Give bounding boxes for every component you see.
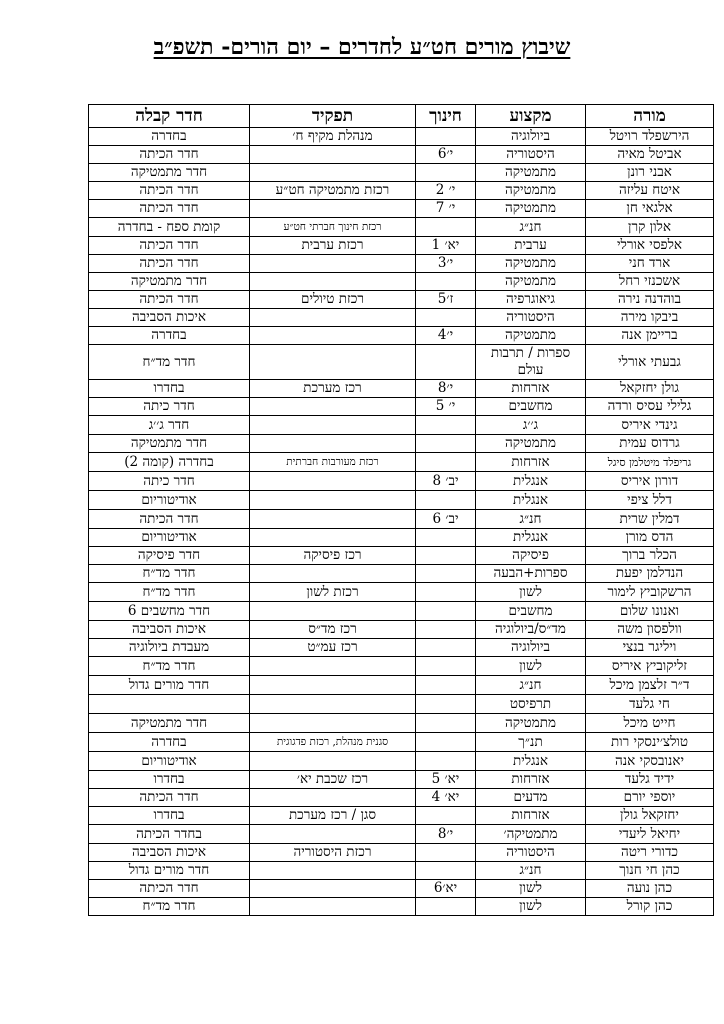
cell-subject: אנגלית bbox=[476, 491, 586, 510]
cell-role bbox=[250, 602, 416, 621]
table-row bbox=[89, 602, 714, 621]
cell-teacher: בריימן אנה bbox=[586, 327, 714, 345]
table-row bbox=[89, 733, 714, 752]
table-row bbox=[89, 380, 714, 398]
cell-role bbox=[250, 327, 416, 345]
cell-teacher: כהן חי חנוך bbox=[586, 862, 714, 880]
cell-hinuch: י׳ 7 bbox=[416, 200, 476, 218]
table-row bbox=[89, 583, 714, 602]
cell-teacher: ידיד גלעד bbox=[586, 771, 714, 789]
cell-room: אודיטוריום bbox=[89, 491, 250, 510]
cell-room: בחדרו bbox=[89, 380, 250, 398]
cell-subject: חנ״ג bbox=[476, 510, 586, 529]
cell-teacher: כדורי ריטה bbox=[586, 844, 714, 862]
cell-hinuch bbox=[416, 547, 476, 565]
header-row bbox=[89, 105, 714, 128]
cell-room bbox=[89, 695, 250, 714]
cell-subject: מתמטיקה bbox=[476, 200, 586, 218]
table-row bbox=[89, 309, 714, 327]
table-row bbox=[89, 714, 714, 733]
cell-hinuch: יא׳ 5 bbox=[416, 771, 476, 789]
cell-teacher: הנדלמן יפעת bbox=[586, 565, 714, 583]
cell-hinuch bbox=[416, 844, 476, 862]
cell-subject: מתמטיקה bbox=[476, 435, 586, 453]
cell-teacher: דורון איריס bbox=[586, 472, 714, 491]
cell-room: חדר מתמטיקה bbox=[89, 714, 250, 733]
table-row bbox=[89, 844, 714, 862]
schedule-table bbox=[88, 104, 714, 916]
cell-subject: אנגלית bbox=[476, 472, 586, 491]
cell-hinuch: יא׳6 bbox=[416, 880, 476, 898]
header-hinuch: חינוך bbox=[416, 105, 476, 128]
table-row bbox=[89, 657, 714, 676]
cell-role: סגנית מנהלת, רכזת פדגוגית bbox=[250, 733, 416, 752]
cell-room: חדר הכיתה bbox=[89, 146, 250, 164]
cell-role bbox=[250, 273, 416, 291]
cell-subject: אזרחות bbox=[476, 807, 586, 825]
cell-subject: פיסיקה bbox=[476, 547, 586, 565]
table-row bbox=[89, 453, 714, 472]
cell-teacher: הרשקוביץ לימור bbox=[586, 583, 714, 602]
cell-subject: אנגלית bbox=[476, 752, 586, 771]
cell-hinuch bbox=[416, 583, 476, 602]
table-row bbox=[89, 752, 714, 771]
cell-subject: מתמטיקה bbox=[476, 182, 586, 200]
cell-subject: חנ״ג bbox=[476, 676, 586, 695]
table-row bbox=[89, 565, 714, 583]
cell-subject: מתמטיקה bbox=[476, 164, 586, 182]
cell-role bbox=[250, 862, 416, 880]
cell-teacher: ויליגר בנצי bbox=[586, 639, 714, 657]
cell-room: בחדרה bbox=[89, 327, 250, 345]
cell-role bbox=[250, 491, 416, 510]
cell-room: חדר ג׳׳ג bbox=[89, 416, 250, 435]
cell-hinuch bbox=[416, 695, 476, 714]
cell-subject: חנ״ג bbox=[476, 218, 586, 237]
table-row bbox=[89, 789, 714, 807]
cell-room: חדר מד״ח bbox=[89, 583, 250, 602]
cell-subject: לשון bbox=[476, 583, 586, 602]
cell-hinuch: י׳4 bbox=[416, 327, 476, 345]
cell-teacher: יאנובסקי אנה bbox=[586, 752, 714, 771]
cell-role: סגן / רכז מערכת bbox=[250, 807, 416, 825]
table-row bbox=[89, 639, 714, 657]
cell-role bbox=[250, 164, 416, 182]
cell-subject: היסטוריה bbox=[476, 146, 586, 164]
table-row bbox=[89, 255, 714, 273]
table-row bbox=[89, 510, 714, 529]
table-row bbox=[89, 547, 714, 565]
cell-teacher: כהן נועה bbox=[586, 880, 714, 898]
cell-room: אודיטוריום bbox=[89, 529, 250, 547]
cell-subject: גיאוגרפיה bbox=[476, 291, 586, 309]
cell-subject: ערבית bbox=[476, 237, 586, 255]
cell-teacher: הדס מורן bbox=[586, 529, 714, 547]
cell-hinuch bbox=[416, 218, 476, 237]
table-row bbox=[89, 898, 714, 916]
cell-teacher: גרדוס עמית bbox=[586, 435, 714, 453]
cell-room: חדר כיתה bbox=[89, 472, 250, 491]
cell-hinuch bbox=[416, 164, 476, 182]
cell-role: מנהלת מקיף ח׳ bbox=[250, 128, 416, 146]
cell-room: חדר הכיתה bbox=[89, 255, 250, 273]
cell-teacher: גריפלד מיטלמן סיגל bbox=[586, 453, 714, 472]
cell-role bbox=[250, 435, 416, 453]
cell-hinuch bbox=[416, 345, 476, 380]
cell-subject: מדעים bbox=[476, 789, 586, 807]
cell-role bbox=[250, 345, 416, 380]
cell-room: חדר הכיתה bbox=[89, 291, 250, 309]
cell-teacher: ביבקו מירה bbox=[586, 309, 714, 327]
cell-teacher: חייט מיכל bbox=[586, 714, 714, 733]
cell-subject: מתמטיקה׳ bbox=[476, 825, 586, 844]
header-role: תפקיד bbox=[250, 105, 416, 128]
cell-subject: לשון bbox=[476, 657, 586, 676]
cell-role bbox=[250, 472, 416, 491]
cell-role bbox=[250, 789, 416, 807]
cell-hinuch bbox=[416, 752, 476, 771]
cell-hinuch bbox=[416, 807, 476, 825]
table-row bbox=[89, 128, 714, 146]
cell-hinuch bbox=[416, 733, 476, 752]
cell-hinuch bbox=[416, 273, 476, 291]
cell-role bbox=[250, 676, 416, 695]
cell-teacher: אביטל מאיה bbox=[586, 146, 714, 164]
cell-role: רכזת מתמטיקה חט״ע bbox=[250, 182, 416, 200]
cell-role: רכזת ערבית bbox=[250, 237, 416, 255]
table-row bbox=[89, 621, 714, 639]
cell-subject: לשון bbox=[476, 898, 586, 916]
cell-teacher: וולפסון משה bbox=[586, 621, 714, 639]
table-row bbox=[89, 291, 714, 309]
cell-hinuch: יא׳ 1 bbox=[416, 237, 476, 255]
cell-role: רכז מד״ס bbox=[250, 621, 416, 639]
cell-room: חדר מד״ח bbox=[89, 345, 250, 380]
cell-room: איכות הסביבה bbox=[89, 309, 250, 327]
cell-teacher: יחיאל ליעדי bbox=[586, 825, 714, 844]
cell-hinuch bbox=[416, 435, 476, 453]
cell-room: חדר כיתה bbox=[89, 398, 250, 416]
cell-hinuch: יב׳ 6 bbox=[416, 510, 476, 529]
page-title: שיבוץ מורים חט״ע לחדרים – יום הורים- תשפ״ב bbox=[153, 34, 571, 60]
cell-hinuch bbox=[416, 309, 476, 327]
cell-role: רכזת לשון bbox=[250, 583, 416, 602]
cell-hinuch bbox=[416, 491, 476, 510]
cell-room: חדר מד״ח bbox=[89, 565, 250, 583]
cell-role bbox=[250, 529, 416, 547]
table-row bbox=[89, 825, 714, 844]
cell-role bbox=[250, 200, 416, 218]
cell-teacher: יוספי יורם bbox=[586, 789, 714, 807]
header-teacher: מורה bbox=[586, 105, 714, 128]
cell-hinuch bbox=[416, 862, 476, 880]
cell-role bbox=[250, 398, 416, 416]
cell-subject: מתמטיקה bbox=[476, 255, 586, 273]
table-row bbox=[89, 862, 714, 880]
cell-teacher: אלון קרן bbox=[586, 218, 714, 237]
cell-hinuch: י׳6 bbox=[416, 146, 476, 164]
table-row bbox=[89, 491, 714, 510]
cell-hinuch: י׳8 bbox=[416, 825, 476, 844]
cell-hinuch bbox=[416, 602, 476, 621]
cell-teacher: דלל ציפי bbox=[586, 491, 714, 510]
cell-teacher: הכלר ברוך bbox=[586, 547, 714, 565]
table-row bbox=[89, 416, 714, 435]
cell-teacher: בוהדנה נירה bbox=[586, 291, 714, 309]
cell-teacher: אבני רונן bbox=[586, 164, 714, 182]
cell-role bbox=[250, 309, 416, 327]
cell-subject: אנגלית bbox=[476, 529, 586, 547]
table-row bbox=[89, 164, 714, 182]
cell-hinuch: יב׳ 8 bbox=[416, 472, 476, 491]
table-row bbox=[89, 435, 714, 453]
cell-role bbox=[250, 825, 416, 844]
table-row bbox=[89, 146, 714, 164]
table-row bbox=[89, 676, 714, 695]
cell-subject: תרפיסט bbox=[476, 695, 586, 714]
table-row bbox=[89, 218, 714, 237]
cell-teacher: זליקוביץ איריס bbox=[586, 657, 714, 676]
cell-room: חדר הכיתה bbox=[89, 880, 250, 898]
cell-room: איכות הסביבה bbox=[89, 621, 250, 639]
table-row bbox=[89, 200, 714, 218]
cell-hinuch: י׳3 bbox=[416, 255, 476, 273]
cell-room: חדר מחשבים 6 bbox=[89, 602, 250, 621]
cell-room: בחדרו bbox=[89, 771, 250, 789]
cell-role bbox=[250, 416, 416, 435]
cell-hinuch bbox=[416, 714, 476, 733]
cell-hinuch bbox=[416, 898, 476, 916]
cell-hinuch bbox=[416, 529, 476, 547]
cell-subject: תנ״ך bbox=[476, 733, 586, 752]
cell-subject: היסטוריה bbox=[476, 309, 586, 327]
cell-hinuch: ז׳5 bbox=[416, 291, 476, 309]
cell-role bbox=[250, 898, 416, 916]
cell-role bbox=[250, 255, 416, 273]
cell-hinuch: י׳8 bbox=[416, 380, 476, 398]
cell-teacher: יחזקאל גולן bbox=[586, 807, 714, 825]
cell-subject: לשון bbox=[476, 880, 586, 898]
cell-subject: ספרות+הבעה bbox=[476, 565, 586, 583]
cell-teacher: חי גלעד bbox=[586, 695, 714, 714]
cell-room: חדר הכיתה bbox=[89, 200, 250, 218]
cell-room: בחדרה bbox=[89, 128, 250, 146]
cell-role bbox=[250, 880, 416, 898]
cell-hinuch bbox=[416, 676, 476, 695]
cell-role bbox=[250, 714, 416, 733]
cell-teacher: איטח עליזה bbox=[586, 182, 714, 200]
cell-subject: מתמטיקה bbox=[476, 714, 586, 733]
cell-subject: מתמטיקה bbox=[476, 327, 586, 345]
cell-teacher: דמלין שרית bbox=[586, 510, 714, 529]
cell-room: חדר מתמטיקה bbox=[89, 273, 250, 291]
cell-room: חדר מתמטיקה bbox=[89, 435, 250, 453]
table-row bbox=[89, 273, 714, 291]
cell-role bbox=[250, 695, 416, 714]
cell-teacher: הירשפלד רויטל bbox=[586, 128, 714, 146]
cell-teacher: אשכנזי רחל bbox=[586, 273, 714, 291]
cell-room: בחדר הכיתה bbox=[89, 825, 250, 844]
cell-room: חדר מורים גדול bbox=[89, 862, 250, 880]
cell-room: איכות הסביבה bbox=[89, 844, 250, 862]
table-row bbox=[89, 771, 714, 789]
table-row bbox=[89, 327, 714, 345]
cell-role bbox=[250, 146, 416, 164]
cell-subject: אזרחות bbox=[476, 380, 586, 398]
cell-room: חדר מתמטיקה bbox=[89, 164, 250, 182]
header-room: חדר קבלה bbox=[89, 105, 250, 128]
table-row bbox=[89, 182, 714, 200]
cell-role: רכזת היסטוריה bbox=[250, 844, 416, 862]
cell-role: רכז עמ״ט bbox=[250, 639, 416, 657]
cell-role bbox=[250, 565, 416, 583]
cell-hinuch: יא׳ 4 bbox=[416, 789, 476, 807]
cell-subject: מחשבים bbox=[476, 602, 586, 621]
table-row bbox=[89, 472, 714, 491]
cell-subject: חנ״ג bbox=[476, 862, 586, 880]
cell-hinuch bbox=[416, 657, 476, 676]
header-subject: מקצוע bbox=[476, 105, 586, 128]
cell-teacher: אלגאי חן bbox=[586, 200, 714, 218]
cell-hinuch bbox=[416, 453, 476, 472]
cell-teacher: ד״ר זלצמן מיכל bbox=[586, 676, 714, 695]
cell-role bbox=[250, 657, 416, 676]
table-row bbox=[89, 345, 714, 380]
table-row bbox=[89, 880, 714, 898]
cell-teacher: גינדי איריס bbox=[586, 416, 714, 435]
cell-room: חדר הכיתה bbox=[89, 237, 250, 255]
cell-subject: ביולוגיה bbox=[476, 639, 586, 657]
cell-room: חדר מד״ח bbox=[89, 898, 250, 916]
cell-teacher: כהן קורל bbox=[586, 898, 714, 916]
cell-subject: ג׳׳ג bbox=[476, 416, 586, 435]
cell-hinuch: י׳ 5 bbox=[416, 398, 476, 416]
cell-teacher: גבעתי אורלי bbox=[586, 345, 714, 380]
cell-hinuch bbox=[416, 621, 476, 639]
cell-subject: מד״ס/ביולוגיה bbox=[476, 621, 586, 639]
cell-role: רכז פיסיקה bbox=[250, 547, 416, 565]
cell-room: חדר הכיתה bbox=[89, 182, 250, 200]
cell-room: חדר מורים גדול bbox=[89, 676, 250, 695]
cell-subject: אזרחות bbox=[476, 771, 586, 789]
cell-room: בחדרו bbox=[89, 807, 250, 825]
cell-role: רכזת טיולים bbox=[250, 291, 416, 309]
cell-room: חדר הכיתה bbox=[89, 789, 250, 807]
cell-subject: ביולוגיה bbox=[476, 128, 586, 146]
cell-teacher: ארד חני bbox=[586, 255, 714, 273]
cell-role: רכז שכבת יא׳ bbox=[250, 771, 416, 789]
cell-subject: ספרות / תרבות עולם bbox=[476, 345, 586, 380]
cell-teacher: אלפסי אורלי bbox=[586, 237, 714, 255]
cell-hinuch bbox=[416, 416, 476, 435]
cell-room: בחדרה bbox=[89, 733, 250, 752]
cell-room: קומת ספח - בחדרה bbox=[89, 218, 250, 237]
cell-teacher: גולן יחזקאל bbox=[586, 380, 714, 398]
cell-hinuch bbox=[416, 639, 476, 657]
cell-subject: מתמטיקה bbox=[476, 273, 586, 291]
cell-teacher: ואנונו שלום bbox=[586, 602, 714, 621]
cell-role: רכזת מעורבות חברתית bbox=[250, 453, 416, 472]
cell-room: מעבדת ביולוגיה bbox=[89, 639, 250, 657]
table-row bbox=[89, 695, 714, 714]
cell-hinuch: י׳ 2 bbox=[416, 182, 476, 200]
table-row bbox=[89, 237, 714, 255]
table-row bbox=[89, 807, 714, 825]
cell-hinuch bbox=[416, 565, 476, 583]
table-body bbox=[89, 128, 714, 916]
table-row bbox=[89, 529, 714, 547]
cell-role bbox=[250, 510, 416, 529]
cell-teacher: גלילי עסיס ורדה bbox=[586, 398, 714, 416]
cell-subject: מחשבים bbox=[476, 398, 586, 416]
cell-role: רכזת חינוך חברתי חט״ע bbox=[250, 218, 416, 237]
cell-subject: היסטוריה bbox=[476, 844, 586, 862]
cell-room: חדר מד״ח bbox=[89, 657, 250, 676]
cell-hinuch bbox=[416, 128, 476, 146]
cell-role: רכז מערכת bbox=[250, 380, 416, 398]
table-row bbox=[89, 398, 714, 416]
cell-room: חדר הכיתה bbox=[89, 510, 250, 529]
cell-room: אודיטוריום bbox=[89, 752, 250, 771]
cell-subject: אזרחות bbox=[476, 453, 586, 472]
cell-room: בחדרה (קומה 2) bbox=[89, 453, 250, 472]
cell-room: חדר פיסיקה bbox=[89, 547, 250, 565]
cell-teacher: טולצ׳ינסקי רות bbox=[586, 733, 714, 752]
cell-role bbox=[250, 752, 416, 771]
